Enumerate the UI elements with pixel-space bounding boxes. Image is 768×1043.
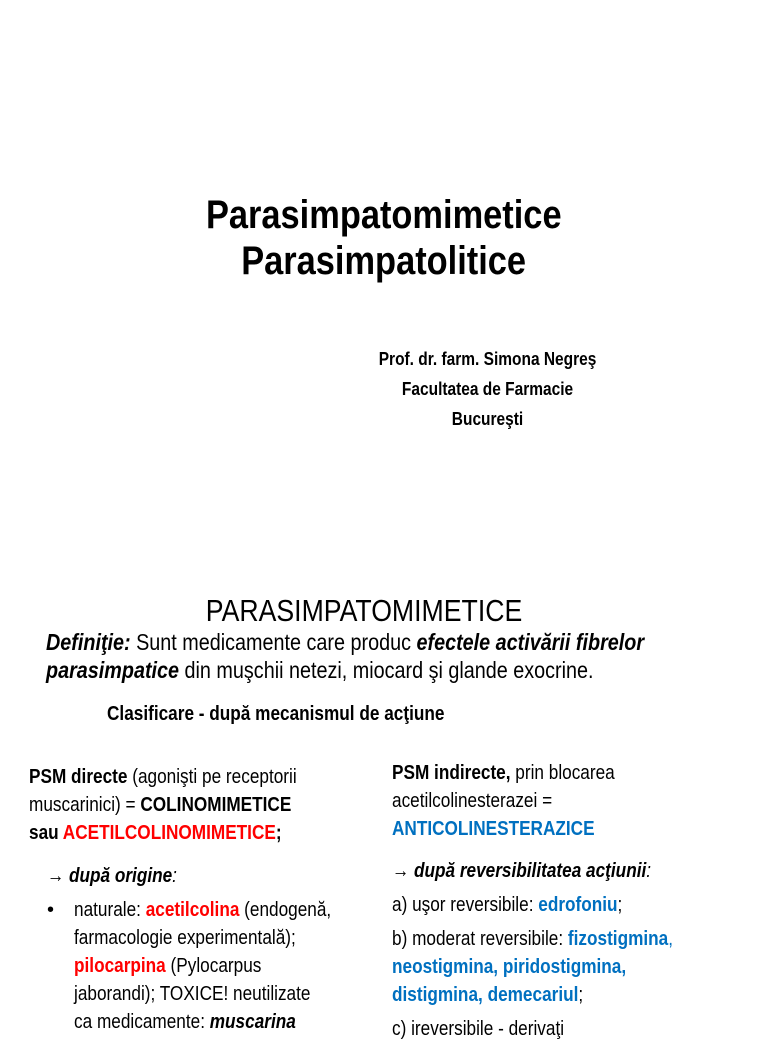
direct-heading-line2: muscarinici) = xyxy=(29,794,141,816)
slide1-title xyxy=(0,192,768,284)
acetilcolina-term: acetilcolina xyxy=(145,899,240,921)
indirect-heading-bold: PSM indirecte, xyxy=(392,762,511,784)
reversibility-colon: : xyxy=(646,860,652,882)
direct-psm-column xyxy=(29,763,373,1036)
direct-heading-sau: sau xyxy=(29,822,63,844)
edrofoniu-term: edrofoniu xyxy=(538,894,618,916)
definition-paragraph xyxy=(46,628,741,684)
direct-heading-bold: PSM directe xyxy=(29,766,128,788)
author-name: Prof. dr. farm. Simona Negreş xyxy=(378,349,597,369)
reversibility-label: după reversibilitatea acţiunii xyxy=(409,860,647,882)
item-c-partial: c) ireversibile - derivaţi xyxy=(392,1018,565,1040)
acetilcolinomimetice-term: ACETILCOLINOMIMETICE xyxy=(62,822,276,844)
b1-text-a: naturale: xyxy=(74,899,146,921)
classification-text: Clasificare - după mecanismul de acţiune xyxy=(107,703,445,725)
arrow-icon: → xyxy=(392,860,410,882)
title-line-1: Parasimpatomimetice xyxy=(206,193,562,237)
origin-colon: : xyxy=(172,865,177,887)
b1-line3-rest: (Pylocarpus xyxy=(165,955,262,977)
b1-line2: farmacologie experimentală); xyxy=(74,927,296,949)
city-name: Bucureşti xyxy=(451,409,524,429)
item-a-label: a) uşor reversibile: xyxy=(392,894,539,916)
author-block xyxy=(340,344,635,434)
b1-text-b: (endogenă, xyxy=(239,899,332,921)
definition-text-2: din muşchii netezi, miocard şi glande exocrine. xyxy=(179,657,594,683)
definition-label: Definiţie: xyxy=(46,629,131,655)
indirect-heading-line2: acetilcolinesterazei = xyxy=(392,790,553,812)
section-heading: PARASIMPATOMIMETICE xyxy=(205,593,523,628)
indirect-heading-rest: prin blocarea xyxy=(510,762,615,784)
direct-heading-end: ; xyxy=(275,822,282,844)
bullet-icon: • xyxy=(47,899,55,921)
faculty-name: Facultatea de Farmacie xyxy=(401,379,574,399)
b1-line5-a: ca medicamente: xyxy=(74,1011,210,1033)
indirect-psm-column xyxy=(392,759,719,1043)
slide2-title xyxy=(0,592,728,630)
direct-heading-rest: (agonişti pe receptorii xyxy=(127,766,297,788)
classification-heading xyxy=(107,700,499,728)
muscarina-term: muscarina xyxy=(209,1011,296,1033)
item-b-end: ; xyxy=(578,984,584,1006)
anticolinesterazice-term: ANTICOLINESTERAZICE xyxy=(392,818,595,840)
colinomimetice-term: COLINOMIMETICE xyxy=(140,794,292,816)
item-a-end: ; xyxy=(617,894,623,916)
title-line-2: Parasimpatolitice xyxy=(241,239,527,283)
definition-emphasis-1: efectele activării fibrelor xyxy=(416,629,645,655)
item-b-line2: neostigmina, piridostigmina, xyxy=(392,956,627,978)
pilocarpina-term: pilocarpina xyxy=(74,955,166,977)
definition-emphasis-2: parasimpatice xyxy=(46,657,180,683)
fizostigmina-term: fizostigmina xyxy=(567,928,669,950)
list-item xyxy=(29,896,373,1036)
arrow-icon: → xyxy=(47,865,65,887)
item-b-line3: distigmina, demecariul xyxy=(392,984,579,1006)
b1-line4: jaborandi); TOXICE! neutilizate xyxy=(74,983,311,1005)
origin-label: după origine xyxy=(64,865,173,887)
item-b-comma: , xyxy=(668,928,674,950)
item-b-label: b) moderat reversibile: xyxy=(392,928,568,950)
definition-text-1: Sunt medicamente care produc xyxy=(130,629,417,655)
